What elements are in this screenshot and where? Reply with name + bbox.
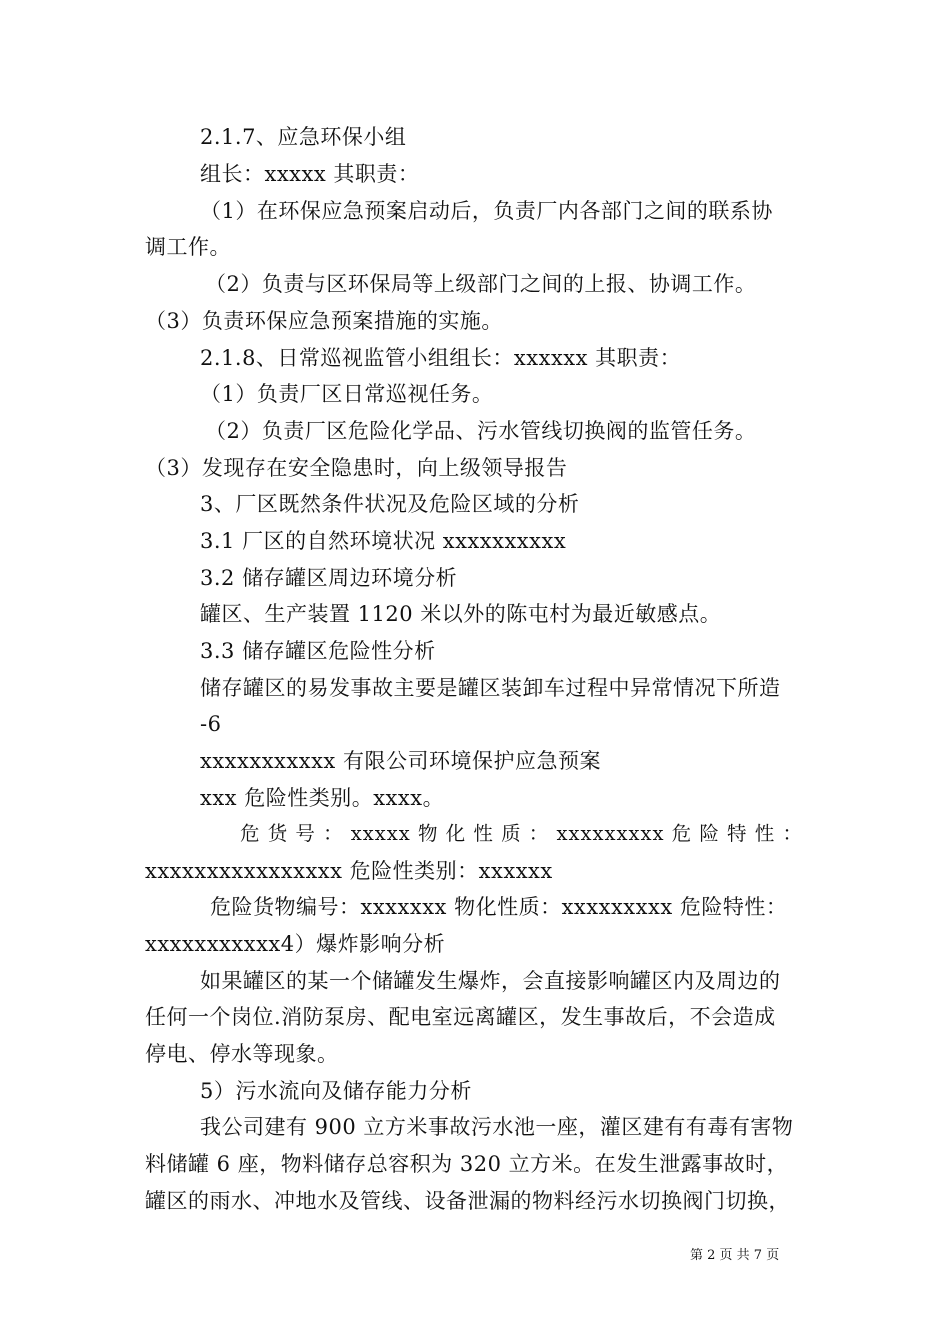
section-heading-3-1: 3.1 厂区的自然环境状况 xxxxxxxxxx <box>200 529 567 553</box>
section-heading-3-3: 3.3 储存罐区危险性分析 <box>200 639 436 663</box>
paragraph-line: xxxxxxxxxxxxxxxx 危险性类别：xxxxxx <box>145 859 553 883</box>
section-heading-2-1-7: 2.1.7、应急环保小组 <box>200 125 407 149</box>
paragraph-line: 组长：xxxxx 其职责： <box>200 162 420 186</box>
paragraph-line: 储存罐区的易发事故主要是罐区装卸车过程中异常情况下所造 <box>200 676 781 700</box>
paragraph-line: （2）负责厂区危险化学品、污水管线切换阀的监管任务。 <box>205 419 757 443</box>
section-heading-3: 3、厂区既然条件状况及危险区域的分析 <box>200 492 580 516</box>
paragraph-line: 任何一个岗位.消防泵房、配电室远离罐区，发生事故后，不会造成 <box>145 1005 776 1029</box>
paragraph-line: 料储罐 6 座，物料储存总容积为 320 立方米。在发生泄露事故时， <box>145 1152 789 1176</box>
paragraph-line: （1）负责厂区日常巡视任务。 <box>200 382 494 406</box>
section-heading-2-1-8: 2.1.8、日常巡视监管小组组长：xxxxxx 其职责： <box>200 346 682 370</box>
page-number-footer: 第 2 页 共 7 页 <box>690 1248 780 1263</box>
section-heading-3-2: 3.2 储存罐区周边环境分析 <box>200 566 458 590</box>
paragraph-line: 5）污水流向及储存能力分析 <box>200 1079 472 1103</box>
paragraph-line: 罐区的雨水、冲地水及管线、设备泄漏的物料经污水切换阀门切换， <box>145 1189 790 1213</box>
paragraph-line: xxxxxxxxxxx 有限公司环境保护应急预案 <box>200 749 601 773</box>
paragraph-line: 如果罐区的某一个储罐发生爆炸，会直接影响罐区内及周边的 <box>200 969 781 993</box>
paragraph-line: （1）在环保应急预案启动后，负责厂内各部门之间的联系协 <box>200 199 773 223</box>
paragraph-line: xxxxxxxxxxx4）爆炸影响分析 <box>145 932 446 956</box>
paragraph-line: （2）负责与区环保局等上级部门之间的上报、协调工作。 <box>205 272 757 296</box>
paragraph-line: xxx 危险性类别。xxxx。 <box>200 786 445 810</box>
paragraph-line: -6 <box>200 712 222 736</box>
paragraph-line: 危 货 号 ： xxxxx 物 化 性 质 ： xxxxxxxxx 危 险 特 性 ： <box>240 822 803 845</box>
paragraph-line: （3）发现存在安全隐患时，向上级领导报告 <box>145 456 568 480</box>
paragraph-line: 我公司建有 900 立方米事故污水池一座，灌区建有有毒有害物 <box>200 1115 794 1139</box>
paragraph-line: （3）负责环保应急预案措施的实施。 <box>145 309 503 333</box>
paragraph-line: 罐区、生产装置 1120 米以外的陈屯村为最近敏感点。 <box>200 602 722 626</box>
paragraph-line: 调工作。 <box>145 235 231 259</box>
paragraph-line: 危险货物编号：xxxxxxx 物化性质：xxxxxxxxx 危险特性： <box>210 895 788 919</box>
paragraph-line: 停电、停水等现象。 <box>145 1042 339 1066</box>
